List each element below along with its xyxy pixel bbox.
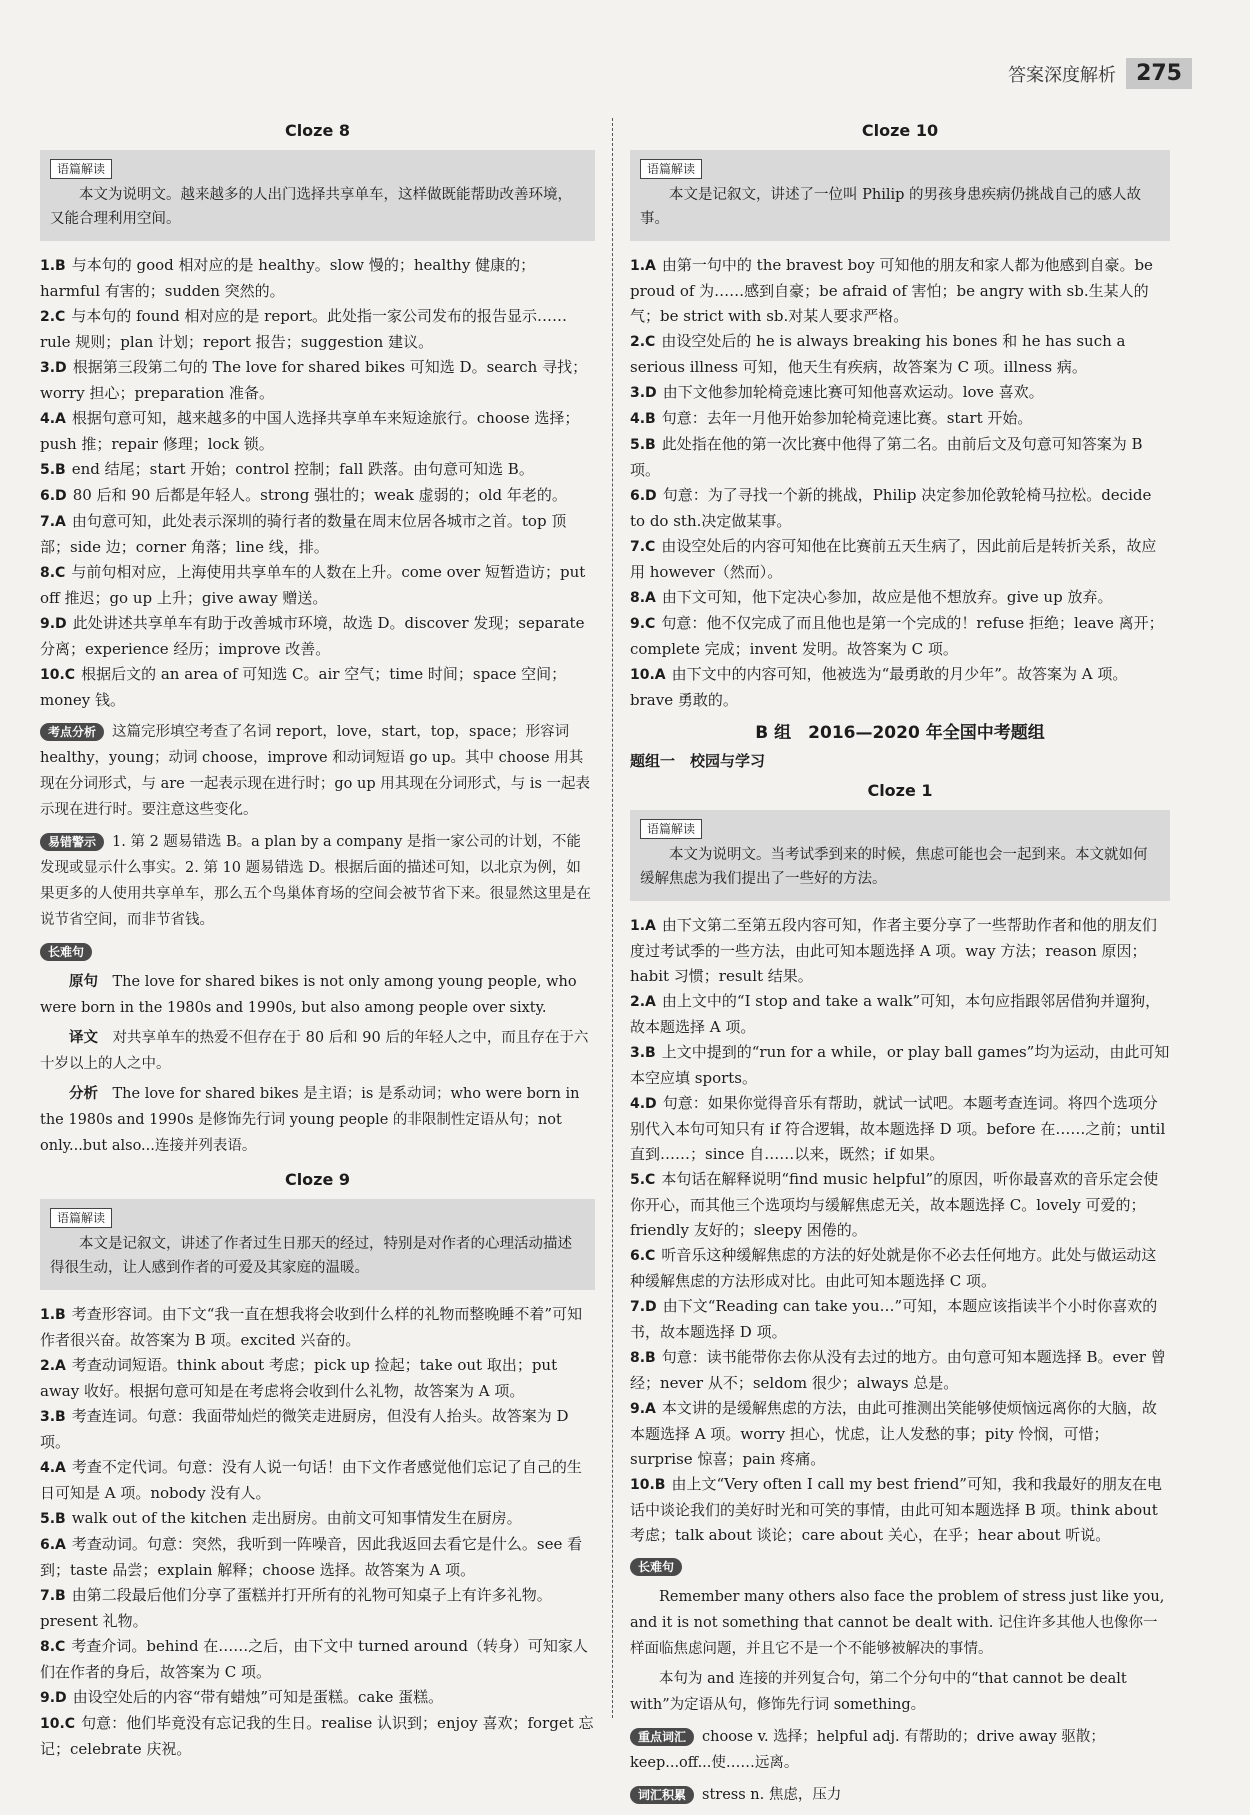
answer-text: 此处讲述共享单车有助于改善城市环境，故选 D。discover 发现；separate 分离；experience 经历；improve 改善。 [40, 614, 585, 658]
cloze1-changnan [630, 1554, 1170, 1580]
answer-item [630, 329, 1170, 380]
answer-text: 由下文“Reading can take you…”可知，本题应该指读半个小时你喜欢的书，故本题选择 D 项。 [630, 1297, 1158, 1341]
answer-item [40, 1455, 595, 1506]
answer-item [630, 1294, 1170, 1345]
answer-text: 由第一句中的 the bravest boy 可知他的朋友和家人都为他感到自豪。be proud of 为……感到自豪；be afraid of 害怕；be angry with sb.生某人的气；be strict with sb.对某人要求严格。 [630, 256, 1153, 325]
cloze9-summary: 本文是记叙文，讲述了作者过生日那天的经过，特别是对作者的心理活动描述得很生动，让人感到作者的可爱及其家庭的温暖。 [50, 1236, 572, 1276]
answer-text: 上文中提到的“run for a while，or play ball games”均为运动，由此可知本空应填 sports。 [630, 1043, 1170, 1087]
answer-number: 8.C [40, 565, 66, 581]
cloze9-answers [40, 1302, 595, 1762]
changnan-tag: 长难句 [40, 943, 92, 961]
answer-text: 与本句的 found 相对应的是 report。此处指一家公司发布的报告显示……rule 规则；plan 计划；report 报告；suggestion 建议。 [40, 307, 568, 351]
answer-item [630, 989, 1170, 1040]
cloze9-summary-tag: 语篇解读 [50, 1208, 112, 1228]
answer-item [630, 1345, 1170, 1396]
cloze10-answers [630, 253, 1170, 713]
cloze8-summary-box [40, 150, 595, 242]
cloze8-title: Cloze 8 [284, 121, 351, 140]
answer-number: 10.B [630, 1477, 666, 1493]
cloze1-changnan-tag: 长难句 [630, 1558, 682, 1576]
answer-text: 听音乐这种缓解焦虑的方法的好处就是你不必去任何地方。此处与做运动这种缓解焦虑的方法形成对比。由此可知本题选择 C 项。 [630, 1246, 1157, 1290]
yiwen-label: 译文 [69, 1029, 98, 1046]
answer-text: 与本句的 good 相对应的是 healthy。slow 慢的；healthy 健康的；harmful 有害的；sudden 突然的。 [40, 256, 536, 300]
answer-item [40, 1711, 595, 1762]
answer-text: 由上文“Very often I call my best friend”可知，我和我最好的朋友在电话中谈论我们的美好时光和可笑的事情，由此可知本题选择 B 项。think about 考虑；talk about 谈论；care about 关心，在乎；hear about 听说。 [630, 1475, 1162, 1544]
cloze1-zhongdian [630, 1724, 1170, 1776]
answer-text: end 结尾；start 开始；control 控制；fall 跌落。由句意可知选 B。 [71, 460, 534, 478]
yuanju [40, 969, 595, 1021]
answer-item [630, 1040, 1170, 1091]
cloze1-cihui [630, 1782, 1170, 1808]
answer-text: 考查介词。behind 在……之后，由下文中 turned around（转身）可知家人们在作者的身后，故答案为 C 项。 [40, 1637, 588, 1681]
yicuo-text: 1. 第 2 题易错选 B。a plan by a company 是指一家公司的计划，不能发现或显示什么事实。2. 第 10 题易错选 D。根据后面的描述可知，以北京为例，如果更多的人使用共享单车，那么五个鸟巢体育场的空间会被节省下来。很显然这里是在说节省空间，而非节省钱。 [40, 834, 591, 928]
answer-number: 1.A [630, 258, 656, 274]
answer-text: 此处指在他的第一次比赛中他得了第二名。由前后文及句意可知答案为 B 项。 [630, 435, 1143, 479]
fenxi-text: The love for shared bikes 是主语；is 是系动词；who were born in the 1980s and 1990s 是修饰先行词 young people 的非限制性定语从句；not only...but also...连接并列表语。 [40, 1086, 580, 1154]
answer-text: 本句话在解释说明“find music helpful”的原因，听你最喜欢的音乐定会使你开心，而其他三个选项均与缓解焦虑无关，故本题选择 C。lovely 可爱的；friendly 友好的；sleepy 困倦的。 [630, 1170, 1159, 1239]
answer-number: 4.A [40, 1460, 66, 1476]
answer-number: 6.D [40, 488, 67, 504]
cihui-tag: 词汇积累 [630, 1786, 694, 1804]
answer-text: walk out of the kitchen 走出厨房。由前文可知事情发生在厨房。 [71, 1509, 522, 1527]
answer-number: 3.D [40, 360, 67, 376]
yicuo-tag: 易错警示 [40, 833, 104, 851]
answer-item [630, 1472, 1170, 1548]
zhongdian-text: choose v. 选择；helpful adj. 有帮助的；drive away 驱散；keep...off...使……远离。 [630, 1729, 1105, 1771]
answer-number: 9.A [630, 1401, 656, 1417]
cloze1-summary-tag: 语篇解读 [640, 819, 702, 839]
answer-item [40, 355, 595, 406]
answer-item [40, 560, 595, 611]
answer-text: 由下文可知，他下定决心参加，故应是他不想放弃。give up 放弃。 [661, 588, 1113, 606]
yuanju-text: The love for shared bikes is not only among young people, who were born in the 1980s and 1990s, but also among people over sixty. [40, 974, 577, 1016]
answer-item [630, 534, 1170, 585]
cloze8-changnan [40, 939, 595, 965]
answer-text: 句意：他们毕竟没有忘记我的生日。realise 认识到；enjoy 喜欢；forget 忘记；celebrate 庆祝。 [40, 1714, 594, 1758]
answer-item [40, 457, 595, 483]
answer-number: 10.A [630, 667, 666, 683]
answer-text: 本文讲的是缓解焦虑的方法，由此可推测出笑能够使烦恼远离你的大脑，故本题选择 A 项。worry 担心，忧虑，让人发愁的事；pity 怜悯，可惜；surprise 惊喜；pain 疼痛。 [630, 1399, 1157, 1468]
answer-text: 根据后文的 an area of 可知选 C。air 空气；time 时间；space 空间；money 钱。 [40, 665, 567, 709]
fenxi [40, 1081, 595, 1159]
yuanju-label: 原句 [69, 973, 98, 990]
answer-text: 由设空处后的内容可知他在比赛前五天生病了，因此前后是转折关系，故应用 however（然而）。 [630, 537, 1157, 581]
answer-item [40, 483, 595, 509]
answer-item [630, 432, 1170, 483]
answer-text: 考查连词。句意：我面带灿烂的微笑走进厨房，但没有人抬头。故答案为 D 项。 [40, 1407, 569, 1451]
answer-number: 8.B [630, 1350, 656, 1366]
answer-text: 与前句相对应，上海使用共享单车的人数在上升。come over 短暂造访；put off 推迟；go up 上升；give away 赠送。 [40, 563, 586, 607]
group-b-title: B 组 2016—2020 年全国中考题组 [755, 723, 1045, 743]
answer-item [630, 380, 1170, 406]
answer-item [40, 253, 595, 304]
cloze8-kaodian [40, 719, 595, 823]
answer-number: 9.D [40, 616, 67, 632]
answer-text: 由下文他参加轮椅竞速比赛可知他喜欢运动。love 喜欢。 [662, 383, 1044, 401]
answer-item [40, 1506, 595, 1532]
answer-number: 6.C [630, 1248, 656, 1264]
answer-item [630, 585, 1170, 611]
cloze9-title: Cloze 9 [284, 1170, 351, 1189]
answer-number: 1.B [40, 1307, 66, 1323]
page-header [1008, 58, 1192, 89]
cloze1-summary-box [630, 810, 1170, 902]
answer-number: 3.B [40, 1409, 66, 1425]
answer-item [40, 662, 595, 713]
left-column [40, 118, 595, 1762]
answer-text: 考查不定代词。句意：没有人说一句话！由下文作者感觉他们忘记了自己的生日可知是 A 项。nobody 没有人。 [40, 1458, 582, 1502]
answer-number: 7.A [40, 514, 66, 530]
cloze10-title: Cloze 10 [861, 121, 939, 140]
answer-item [40, 1404, 595, 1455]
answer-text: 考查动词短语。think about 考虑；pick up 捡起；take out 取出；put away 收好。根据句意可知是在考虑将会收到什么礼物，故答案为 A 项。 [40, 1356, 558, 1400]
answer-number: 5.B [40, 1511, 66, 1527]
answer-text: 由下文中的内容可知，他被选为“最勇敢的月少年”。故答案为 A 项。brave 勇敢的。 [630, 665, 1128, 709]
answer-number: 4.A [40, 411, 66, 427]
kaodian-text: 这篇完形填空考查了名词 report，love，start，top，space；形容词 healthy，young；动词 choose，improve 和动词短语 go up。其中 choose 用其现在分词形式，与 are 一起表示现在进行时；go up 用其现在分词形式，与 is 一起表示现在进行时。要注意这些变化。 [40, 724, 591, 818]
answer-text: 由句意可知，此处表示深圳的骑行者的数量在周末位居各城市之首。top 顶部；side 边；corner 角落；line 线，排。 [40, 512, 567, 556]
header-title: 答案深度解析 [1008, 64, 1117, 86]
answer-text: 考查形容词。由下文“我一直在想我将会收到什么样的礼物而整晚睡不着”可知作者很兴奋。故答案为 B 项。excited 兴奋的。 [40, 1305, 583, 1349]
answer-number: 2.A [630, 994, 656, 1010]
cloze10-summary-box [630, 150, 1170, 242]
cloze1-summary: 本文为说明文。当考试季到来的时候，焦虑可能也会一起到来。本文就如何缓解焦虑为我们提出了一些好的方法。 [640, 847, 1148, 887]
answer-text: 由下文第二至第五段内容可知，作者主要分享了一些帮助作者和他的朋友们度过考试季的一些方法，由此可知本题选择 A 项。way 方法；reason 原因；habit 习惯；result 结果。 [630, 916, 1157, 985]
answer-item [40, 406, 595, 457]
cloze1-changnan-analysis: 本句为 and 连接的并列复合句，第二个分句中的“that cannot be dealt with”为定语从句，修饰先行词 something。 [630, 1671, 1127, 1713]
answer-number: 10.C [40, 1716, 76, 1732]
answer-number: 9.D [40, 1690, 67, 1706]
kaodian-tag: 考点分析 [40, 723, 104, 741]
column-divider [612, 118, 613, 1718]
answer-number: 7.B [40, 1588, 66, 1604]
answer-item [630, 1243, 1170, 1294]
answer-text: 由设空处后的 he is always breaking his bones 和 he has such a serious illness 可知，他天生有疾病，故答案为 C 项。illness 病。 [630, 332, 1126, 376]
answer-number: 2.C [630, 334, 656, 350]
answer-text: 句意：为了寻找一个新的挑战，Philip 决定参加伦敦轮椅马拉松。decide to do sth.决定做某事。 [630, 486, 1152, 530]
answer-item [630, 406, 1170, 432]
answer-number: 5.B [630, 437, 656, 453]
answer-text: 句意：他不仅完成了而且他也是第一个完成的！refuse 拒绝；leave 离开；complete 完成；invent 发明。故答案为 C 项。 [630, 614, 1164, 658]
answer-text: 句意：去年一月他开始参加轮椅竞速比赛。start 开始。 [661, 409, 1033, 427]
cloze9-summary-box [40, 1199, 595, 1291]
answer-item [630, 913, 1170, 989]
answer-number: 2.C [40, 309, 66, 325]
answer-number: 4.D [630, 1096, 657, 1112]
answer-text: 由设空处后的内容“带有蜡烛”可知是蛋糕。cake 蛋糕。 [72, 1688, 444, 1706]
answer-item [40, 1353, 595, 1404]
answer-text: 根据第三段第二句的 The love for shared bikes 可知选 D。search 寻找；worry 担心；preparation 准备。 [40, 358, 588, 402]
cloze8-yicuo [40, 829, 595, 933]
answer-number: 9.C [630, 616, 656, 632]
answer-item [630, 483, 1170, 534]
answer-text: 根据句意可知，越来越多的中国人选择共享单车来短途旅行。choose 选择；push 推；repair 修理；lock 锁。 [40, 409, 580, 453]
right-column [630, 118, 1170, 1808]
answer-text: 句意：如果你觉得音乐有帮助，就试一试吧。本题考查连词。将四个选项分别代入本句可知只有 if 符合逻辑，故本题选择 D 项。before 在……之前；until 直到……；since 自……以来，既然；if 如果。 [630, 1094, 1166, 1163]
page-number: 275 [1126, 58, 1192, 89]
cloze10-summary: 本文是记叙文，讲述了一位叫 Philip 的男孩身患疾病仍挑战自己的感人故事。 [640, 187, 1142, 227]
answer-item [40, 611, 595, 662]
answer-number: 1.A [630, 918, 656, 934]
answer-item [40, 509, 595, 560]
answer-number: 5.C [630, 1172, 656, 1188]
cloze8-summary-tag: 语篇解读 [50, 159, 112, 179]
cloze1-changnan-text: Remember many others also face the problem of stress just like you, and it is not something that cannot be dealt with. 记住许多其他人也像你一样面临焦虑问题，并且它不是一个不能够被解决的事情。 [630, 1589, 1165, 1657]
answer-number: 2.A [40, 1358, 66, 1374]
cihui-text: stress n. 焦虑，压力 [702, 1787, 842, 1803]
answer-number: 8.A [630, 590, 656, 606]
answer-item [630, 1167, 1170, 1243]
answer-number: 6.A [40, 1537, 66, 1553]
answer-item [630, 253, 1170, 329]
answer-item [40, 1583, 595, 1634]
cloze1-answers [630, 913, 1170, 1548]
answer-text: 80 后和 90 后都是年轻人。strong 强壮的；weak 虚弱的；old 年老的。 [72, 486, 567, 504]
answer-item [40, 1302, 595, 1353]
zhongdian-tag: 重点词汇 [630, 1728, 694, 1746]
answer-text: 考查动词。句意：突然，我听到一阵噪音，因此我返回去看它是什么。see 看到；taste 品尝；explain 解释；choose 选择。故答案为 A 项。 [40, 1535, 583, 1579]
cloze8-summary: 本文为说明文。越来越多的人出门选择共享单车，这样做既能帮助改善环境，又能合理利用空间。 [50, 187, 572, 227]
fenxi-label: 分析 [69, 1085, 98, 1102]
answer-item [40, 1532, 595, 1583]
answer-number: 3.D [630, 385, 657, 401]
answer-number: 8.C [40, 1639, 66, 1655]
cloze8-answers [40, 253, 595, 713]
yiwen-text: 对共享单车的热爱不但存在于 80 后和 90 后的年轻人之中，而且存在于六十岁以上的人之中。 [40, 1030, 589, 1072]
answer-text: 由第二段最后他们分享了蛋糕并打开所有的礼物可知桌子上有许多礼物。present 礼物。 [40, 1586, 552, 1630]
answer-text: 句意：读书能带你去你从没有去过的地方。由句意可知本题选择 B。ever 曾经；never 从不；seldom 很少；always 总是。 [630, 1348, 1166, 1392]
answer-number: 10.C [40, 667, 76, 683]
answer-number: 4.B [630, 411, 656, 427]
answer-number: 3.B [630, 1045, 656, 1061]
answer-number: 1.B [40, 258, 66, 274]
yiwen [40, 1025, 595, 1077]
answer-number: 7.D [630, 1299, 657, 1315]
answer-item [630, 611, 1170, 662]
answer-item [630, 1396, 1170, 1472]
answer-item [40, 304, 595, 355]
answer-number: 7.C [630, 539, 656, 555]
answer-item [40, 1685, 595, 1711]
answer-number: 6.D [630, 488, 657, 504]
answer-item [630, 662, 1170, 713]
answer-item [40, 1634, 595, 1685]
group-b-subtitle: 题组一 校园与学习 [630, 751, 766, 770]
cloze1-title: Cloze 1 [867, 781, 933, 800]
answer-item [630, 1091, 1170, 1167]
cloze10-summary-tag: 语篇解读 [640, 159, 702, 179]
answer-text: 由上文中的“I stop and take a walk”可知，本句应指跟邻居借狗并遛狗，故本题选择 A 项。 [630, 992, 1161, 1036]
answer-number: 5.B [40, 462, 66, 478]
